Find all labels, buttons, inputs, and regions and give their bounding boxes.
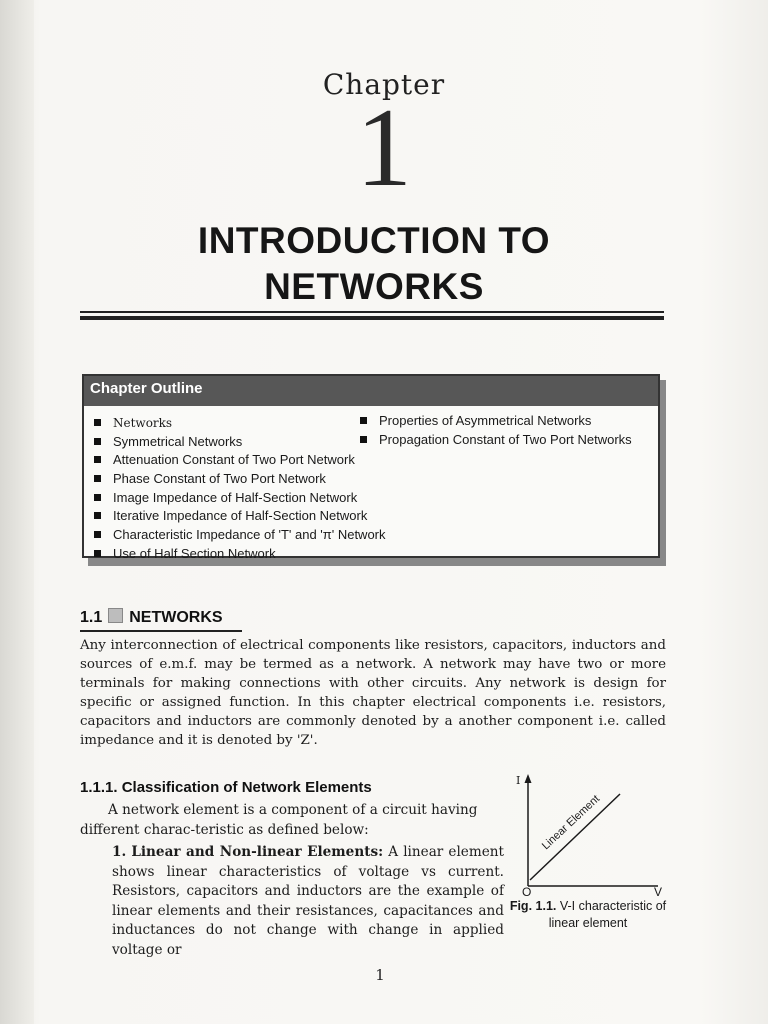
list-item-linear: [112, 843, 504, 960]
title-rule-thick: [80, 316, 664, 320]
line-label: Linear Element: [539, 792, 603, 853]
subsection-heading: 1.1.1. Classification of Network Elements: [80, 779, 372, 796]
square-bullet-icon: [94, 550, 101, 557]
outline-item: Phase Constant of Two Port Network: [94, 470, 386, 489]
outline-item: Characteristic Impedance of 'T' and 'π' Network: [94, 526, 386, 545]
origin-label: O: [522, 885, 532, 899]
item-title: Linear and Non-linear Elements:: [131, 844, 384, 860]
section-heading: [80, 608, 223, 627]
square-bullet-icon: [94, 475, 101, 482]
figure-caption-text: V-I characteristic of linear element: [548, 899, 667, 930]
square-bullet-icon: [94, 494, 101, 501]
section-title: NETWORKS: [129, 609, 223, 626]
square-bullet-icon: [360, 436, 367, 443]
outline-item: Symmetrical Networks: [94, 433, 386, 452]
item-number: 1.: [112, 844, 127, 860]
outline-item: Attenuation Constant of Two Port Network: [94, 451, 386, 470]
square-bullet-icon: [94, 531, 101, 538]
figure-caption: [508, 898, 668, 932]
outline-heading: Chapter Outline: [90, 380, 203, 397]
intro-paragraph: Any interconnection of electrical components like resistors, capacitors, inductors and sources of e.m.f. may be termed as a network. A network may have two or more terminals for making connections with other circuits. Any network is design for specific or assigned function. In this chapter electrical components i.e. resistors, capacitors and inductors are commonly denoted by a another component i.e. called impedance and it is denoted by 'Z'.: [80, 638, 666, 748]
outline-list-right: [360, 412, 632, 449]
chapter-title-line-2: NETWORKS: [264, 266, 484, 307]
x-axis-label: V: [654, 885, 663, 899]
lead-text: A network element is a component of a circuit having different charac-teristic as defined below:: [80, 802, 478, 838]
outline-item: Propagation Constant of Two Port Networks: [360, 431, 632, 450]
outline-item: Use of Half Section Network: [94, 545, 386, 564]
item-text: A linear element shows linear characteristics of voltage vs current. Resistors, capacitors and inductors are the example of linear elements and their resistances, capacitances and inductances do not change with change in applied voltage or: [112, 844, 504, 958]
outline-header-bar: [84, 376, 658, 406]
section-underline: [80, 630, 242, 632]
outline-item: Iterative Impedance of Half-Section Network: [94, 507, 386, 526]
section-square-icon: [108, 608, 123, 623]
outline-item: Image Impedance of Half-Section Network: [94, 489, 386, 508]
page-number: 1: [375, 966, 385, 984]
chapter-number: 1: [356, 86, 412, 210]
linear-element-line: [530, 794, 620, 880]
square-bullet-icon: [94, 438, 101, 445]
y-axis-label: I: [516, 774, 521, 787]
chapter-outline-box: [82, 374, 660, 561]
chapter-title: [80, 218, 668, 310]
y-axis-arrow-icon: [525, 774, 532, 783]
chapter-title-line-1: INTRODUCTION TO: [197, 220, 551, 261]
subsection-lead: [80, 801, 504, 840]
outline-item: Properties of Asymmetrical Networks: [360, 412, 632, 431]
square-bullet-icon: [94, 512, 101, 519]
section-number: 1.1: [80, 609, 103, 626]
figure-caption-label: Fig. 1.1.: [509, 899, 557, 913]
chapter-label: Chapter: [322, 68, 446, 101]
outline-item: Networks: [94, 414, 386, 433]
title-rule-thin: [80, 311, 664, 313]
square-bullet-icon: [360, 417, 367, 424]
square-bullet-icon: [94, 419, 101, 426]
outline-list-left: [94, 414, 386, 564]
square-bullet-icon: [94, 456, 101, 463]
